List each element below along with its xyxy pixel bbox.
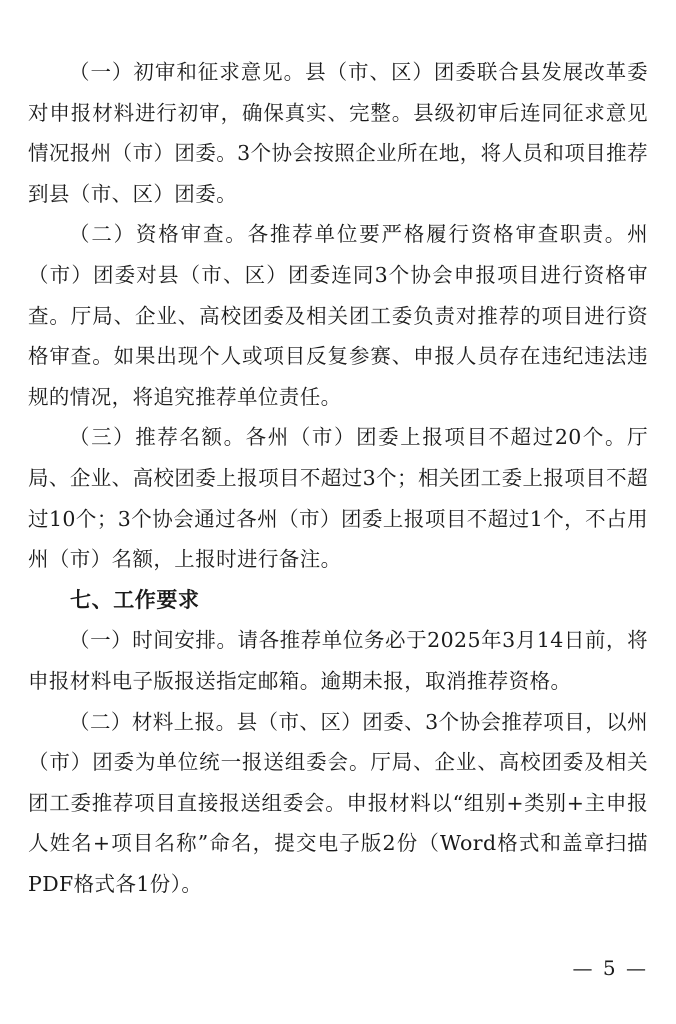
paragraph-time-schedule: （一）时间安排。请各推荐单位务必于2025年3月14日前，将申报材料电子版报送指定邮箱。逾期未报，取消推荐资格。 [28,628,648,693]
document-page [28,52,648,904]
paragraph-qualification-review: （二）资格审查。各推荐单位要严格履行资格审查职责。州（市）团委对县（市、区）团委连同3个协会申报项目进行资格审查。厅局、企业、高校团委及相关团工委负责对推荐的项目进行资格审查。如果出现个人或项目反复参赛、申报人员存在违纪违法违规的情况，将追究推荐单位责任。 [28,222,648,409]
paragraph-initial-review: （一）初审和征求意见。县（市、区）团委联合县发展改革委对申报材料进行初审，确保真实、完整。县级初审后连同征求意见情况报州（市）团委。3个协会按照企业所在地，将人员和项目推荐到县（市、区）团委。 [28,60,648,206]
section-heading-work-requirements: 七、工作要求 [70,587,200,612]
paragraph-material-submission: （二）材料上报。县（市、区）团委、3个协会推荐项目，以州（市）团委为单位统一报送组委会。厅局、企业、高校团委及相关团工委推荐项目直接报送组委会。申报材料以“组别+类别+主申报人姓名+项目名称”命名，提交电子版2份（Word格式和盖章扫描PDF格式各1份）。 [28,709,648,896]
paragraph-recommendation-quota: （三）推荐名额。各州（市）团委上报项目不超过20个。厅局、企业、高校团委上报项目不超过3个；相关团工委上报项目不超过10个；3个协会通过各州（市）团委上报项目不超过1个，不占用州（市）名额，上报时进行备注。 [28,425,648,572]
page-number: — 5 — [572,956,648,980]
